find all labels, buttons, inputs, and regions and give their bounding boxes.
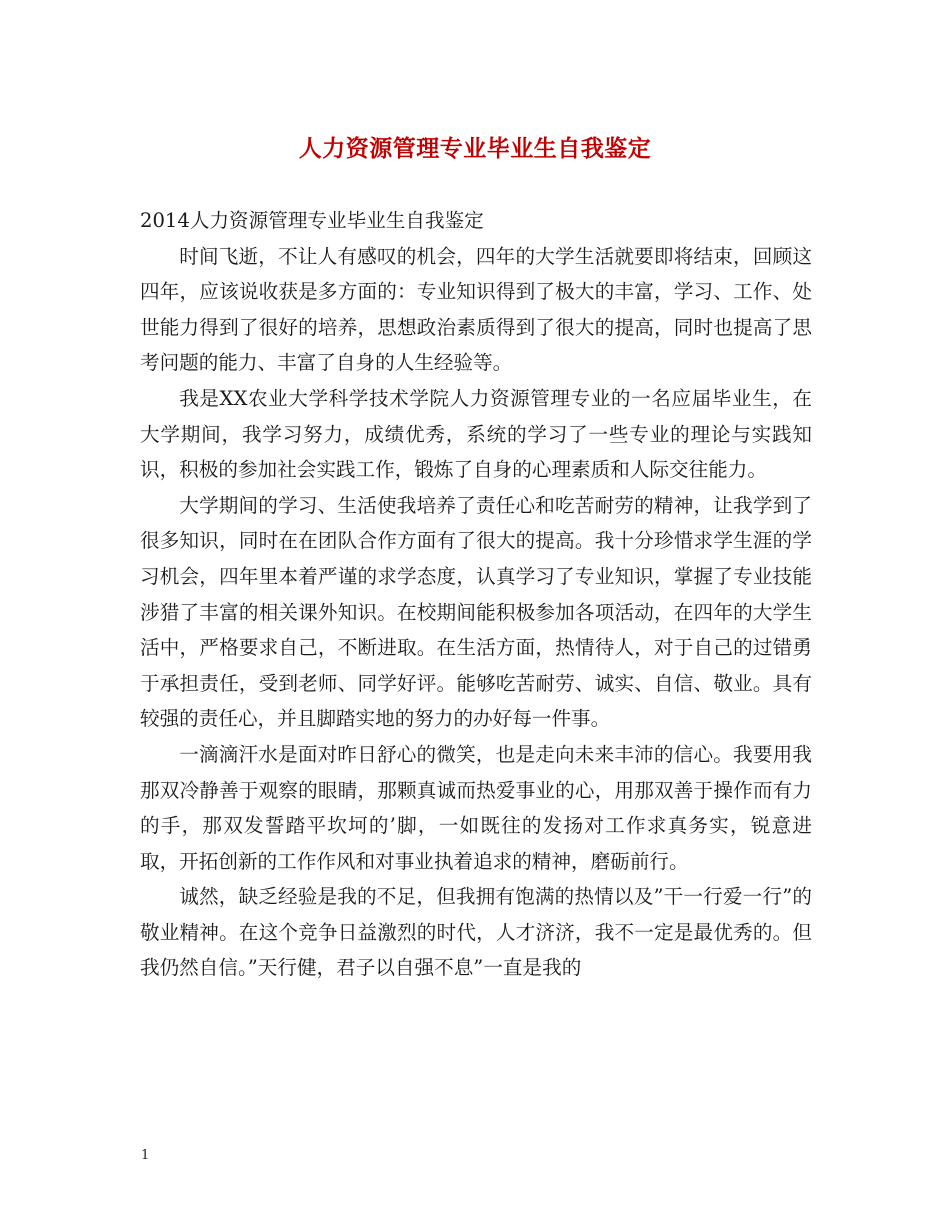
paragraph: 时间飞逝，不让人有感叹的机会，四年的大学生活就要即将结束，回顾这四年，应该说收获是多方面的：专业知识得到了极大的丰富，学习、工作、处世能力得到了很好的培养，思想政治素质得到了很大的提高，同时也提高了思考问题的能力、丰富了自身的人生经验等。 — [140, 244, 812, 375]
document-subtitle: 2014人力资源管理专业毕业生自我鉴定 — [140, 209, 484, 232]
paragraph: 一滴滴汗水是面对昨日舒心的微笑，也是走向未来丰沛的信心。我要用我那双冷静善于观察的眼睛，那颗真诚而热爱事业的心，用那双善于操作而有力的手，那双发誓踏平坎坷的’脚，一如既往的发扬对工作求真务实，锐意进取，开拓创新的工作作风和对事业执着追求的精神，磨砺前行。 — [140, 742, 812, 873]
document-title: 人力资源管理专业毕业生自我鉴定 — [298, 135, 652, 162]
paragraph: 我是XX农业大学科学技术学院人力资源管理专业的一名应届毕业生，在大学期间，我学习努力，成绩优秀，系统的学习了一些专业的理论与实践知识，积极的参加社会实践工作，锻炼了自身的心理素质和人际交往能力。 — [140, 386, 812, 482]
document-body — [140, 203, 812, 986]
page-number: 1 — [141, 1148, 150, 1163]
paragraph: 大学期间的学习、生活使我培养了责任心和吃苦耐劳的精神，让我学到了很多知识，同时在在团队合作方面有了很大的提高。我十分珍惜求学生涯的学习机会，四年里本着严谨的求学态度，认真学习了专业知识，掌握了专业技能涉猎了丰富的相关课外知识。在校期间能积极参加各项活动，在四年的大学生活中，严格要求自己，不断进取。在生活方面，热情待人，对于自己的过错勇于承担责任，受到老师、同学好评。能够吃苦耐劳、诚实、自信、敬业。具有较强的责任心，并且脚踏实地的努力的办好每一件事。 — [140, 493, 812, 731]
paragraph: 诚然，缺乏经验是我的不足，但我拥有饱满的热情以及”干一行爱一行”的敬业精神。在这个竞争日益激烈的时代，人才济济，我不一定是最优秀的。但我仍然自信。”天行健，君子以自强不息”一直是我的 — [140, 885, 812, 980]
